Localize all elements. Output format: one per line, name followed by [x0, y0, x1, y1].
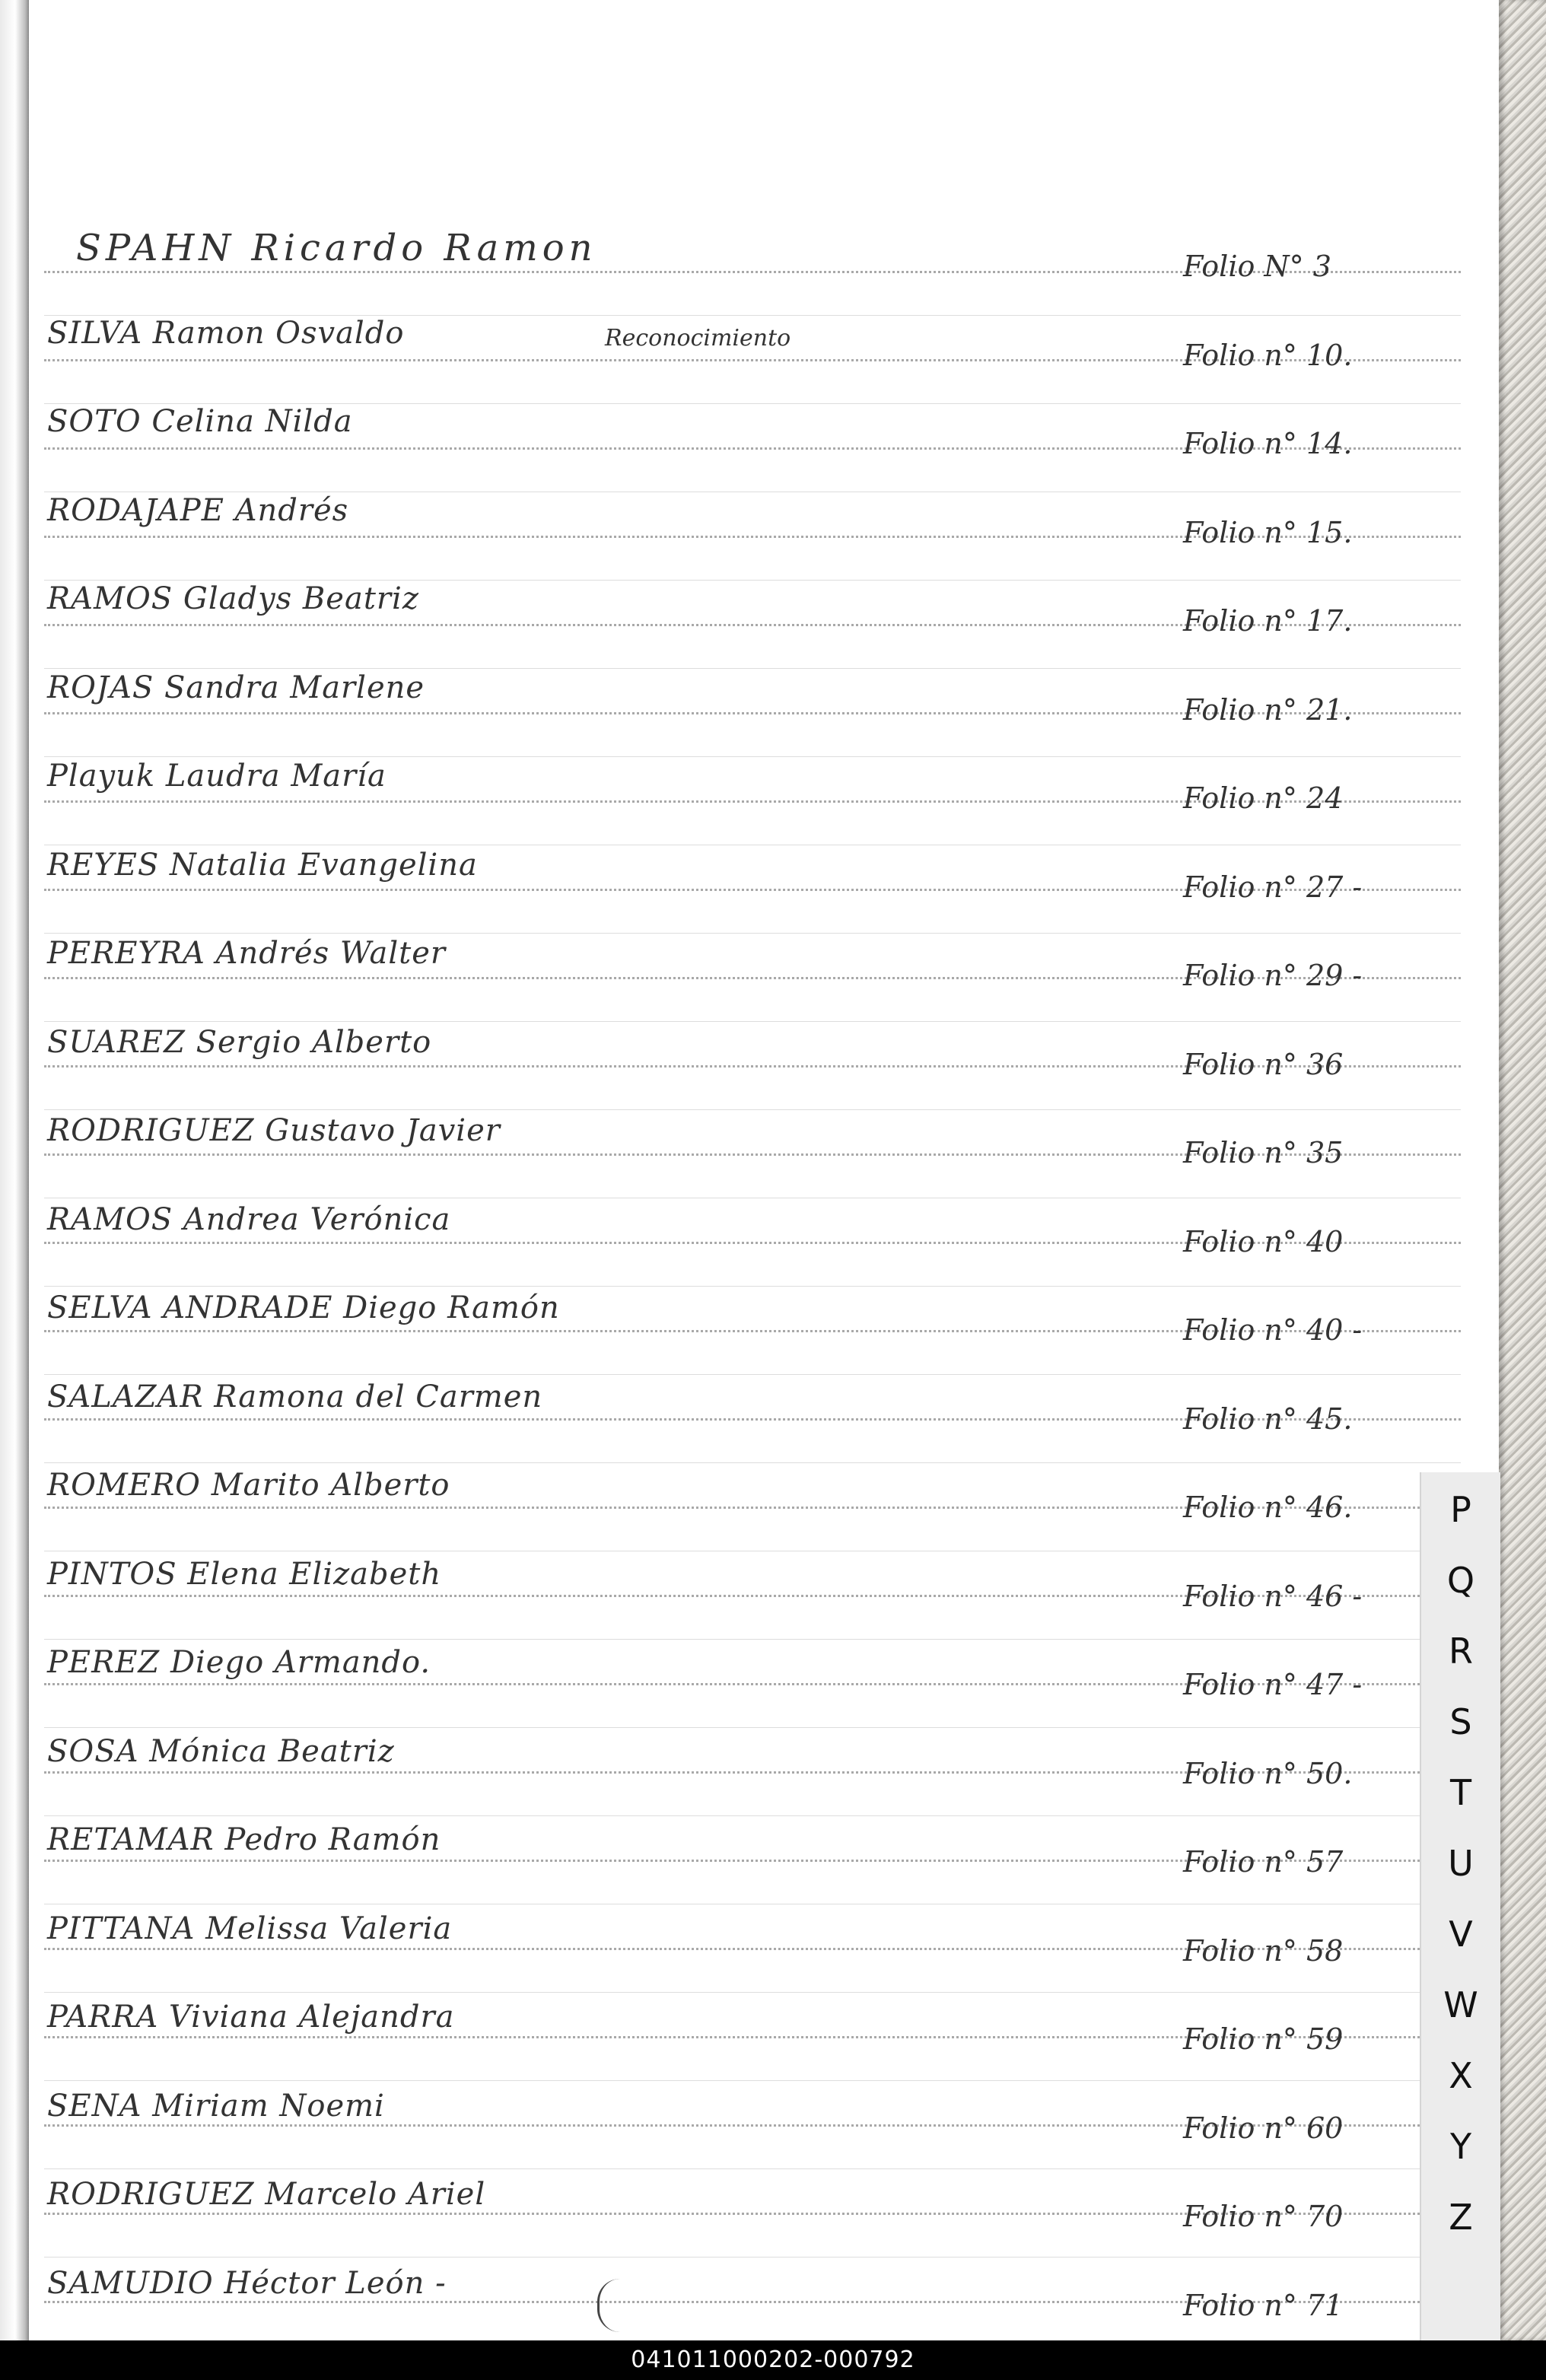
entry-name: PITTANA Melissa Valeria: [47, 1911, 453, 1946]
entry-folio: Folio n° 10.: [1183, 338, 1353, 372]
entry-name: REYES Natalia Evangelina: [47, 847, 478, 883]
ruled-line: [44, 933, 1461, 934]
index-letter-u[interactable]: U: [1448, 1843, 1474, 1884]
entry-folio: Folio n° 40: [1183, 1224, 1344, 1258]
index-letter-p[interactable]: P: [1450, 1489, 1471, 1530]
entry-folio: Folio n° 21.: [1183, 692, 1353, 727]
entry-folio: Folio n° 14.: [1183, 427, 1353, 460]
entry-name: ROJAS Sandra Marlene: [47, 670, 425, 705]
entry-folio: Folio n° 35: [1183, 1136, 1344, 1169]
document-id-footer: 041011000202-000792: [0, 2340, 1546, 2380]
entry-folio: Folio n° 46.: [1183, 1491, 1353, 1524]
ruled-line: [44, 1286, 1461, 1287]
entry-folio: Folio n° 71: [1183, 2288, 1344, 2322]
entry-name: ROMERO Marito Alberto: [47, 1468, 450, 1503]
ruled-line: [44, 1462, 1461, 1463]
ruled-line: [44, 1992, 1461, 1993]
entry-name: SUAREZ Sergio Alberto: [47, 1024, 432, 1060]
entry-name: RODRIGUEZ Gustavo Javier: [47, 1113, 501, 1148]
ruled-line: [44, 1374, 1461, 1375]
entry-name: RODAJAPE Andrés: [47, 492, 349, 528]
index-letter-s[interactable]: S: [1449, 1701, 1472, 1742]
entry-folio: Folio n° 50.: [1183, 1756, 1353, 1790]
index-letter-w[interactable]: W: [1443, 1984, 1478, 2025]
entry-name: Playuk Laudra María: [47, 759, 386, 794]
ruled-line: [44, 756, 1461, 757]
entry-folio: Folio n° 58: [1183, 1933, 1344, 1968]
index-letter-z[interactable]: Z: [1449, 2197, 1473, 2238]
ruled-line: [44, 2168, 1461, 2169]
alphabet-index-tab: [1420, 1472, 1500, 2340]
index-letter-r[interactable]: R: [1449, 1631, 1473, 1672]
pen-mark: [597, 2279, 622, 2332]
book-edge: [1499, 0, 1546, 2340]
ruled-line: [44, 1815, 1461, 1816]
entry-folio: Folio n° 47 -: [1183, 1668, 1363, 1701]
ruled-line: [44, 580, 1461, 581]
entry-folio: Folio n° 59: [1183, 2022, 1344, 2056]
entry-folio: Folio n° 27 -: [1183, 870, 1363, 904]
entry-folio: Folio n° 36: [1183, 1047, 1344, 1081]
entry-name: PINTOS Elena Elizabeth: [47, 1556, 442, 1592]
entry-name: SPAHN Ricardo Ramon: [76, 227, 597, 269]
ruled-line: [44, 1639, 1461, 1640]
ruled-line: [44, 668, 1461, 669]
index-letter-x[interactable]: X: [1449, 2055, 1473, 2096]
ruled-line: [44, 2257, 1461, 2258]
index-letter-q[interactable]: Q: [1446, 1560, 1475, 1601]
entry-folio: Folio n° 57: [1183, 1845, 1344, 1879]
entry-folio: Folio n° 45.: [1183, 1402, 1353, 1436]
entry-folio: Folio n° 15.: [1183, 515, 1353, 549]
ruled-line: [44, 1021, 1461, 1022]
index-letter-y[interactable]: Y: [1449, 2126, 1472, 2167]
entry-folio: Folio n° 60: [1183, 2111, 1344, 2145]
ruled-line: [44, 1727, 1461, 1728]
entry-name: PEREYRA Andrés Walter: [47, 936, 446, 971]
entry-name: RETAMAR Pedro Ramón: [47, 1822, 441, 1857]
entry-name: RAMOS Gladys Beatriz: [47, 581, 419, 616]
entry-name: RAMOS Andrea Verónica: [47, 1201, 451, 1237]
entry-name: SOSA Mónica Beatriz: [47, 1733, 395, 1769]
entry-folio: Folio n° 70: [1183, 2200, 1344, 2233]
entry-name: SOTO Celina Nilda: [47, 404, 353, 439]
entry-name: SELVA ANDRADE Diego Ramón: [47, 1290, 560, 1325]
ruled-line: [44, 1109, 1461, 1110]
ruled-line: [44, 2080, 1461, 2081]
entry-folio: Folio N° 3: [1183, 250, 1331, 283]
index-letter-t[interactable]: T: [1449, 1772, 1472, 1813]
index-letter-v[interactable]: V: [1449, 1914, 1473, 1955]
entry-name: SILVA Ramon Osvaldo: [47, 315, 405, 351]
entry-folio: Folio n° 29 -: [1183, 959, 1363, 992]
entry-folio: Folio n° 17.: [1183, 604, 1353, 638]
page-binding-edge: [0, 0, 29, 2340]
entry-name: PEREZ Diego Armando.: [47, 1645, 431, 1680]
entry-folio: Folio n° 24: [1183, 781, 1344, 815]
entry-name: RODRIGUEZ Marcelo Ariel: [47, 2177, 486, 2212]
entry-name: SENA Miriam Noemi: [47, 2088, 385, 2124]
entry-name: SALAZAR Ramona del Carmen: [47, 1379, 543, 1414]
entry-name: PARRA Viviana Alejandra: [47, 2000, 455, 2035]
entry-folio: Folio n° 46 -: [1183, 1579, 1363, 1613]
entry-note: Reconocimiento: [605, 324, 791, 352]
entry-name: SAMUDIO Héctor León -: [47, 2265, 447, 2301]
entry-folio: Folio n° 40 -: [1183, 1313, 1363, 1347]
